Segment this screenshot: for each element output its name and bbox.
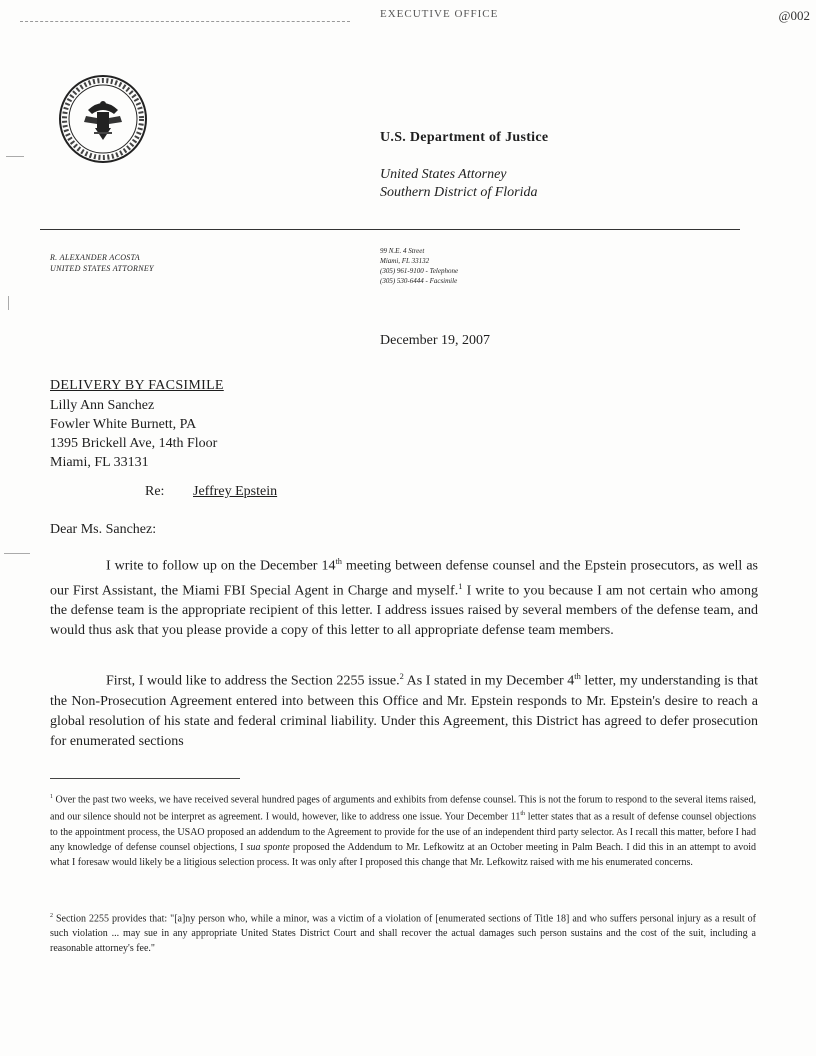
scan-artifact (8, 296, 9, 310)
fax-header (20, 8, 810, 28)
footnote-rule (50, 778, 240, 779)
salutation: Dear Ms. Sanchez: (50, 522, 157, 537)
footnote-2: $^2$ Section 2255 provides that: "[a]ny person who, while a minor, was a victim of a violation of [enumerated sections of Title 18] and who suffers personal injury as a result of such violation ... may sue in any appropriate United States District Court and shall recover the actual damages such person sustains and the cost of the suit, including a reasonable attorney's fee." (50, 913, 756, 955)
letter-date: December 19, 2007 (380, 333, 491, 348)
footnote-1: $^1$ Over the past two weeks, we have received several hundred pages of arguments and exhibits from defense counsel. This is not the forum to respond to the several items raised, and our silence should not be interpret as agreement. I would, however, like to address one issue. Your December 11th letter states that as a result of defense counsel objections to the appointment process, the USAO proposed an addendum to the Agreement to provide for the use of an independent third party selector. As I recall this matter, before I had any knowledge of defense counsel objections, I sua sponte proposed the Addendum to Mr. Lefkowitz at an October meeting in Palm Beach. I did this in an attempt to avoid what I foresaw would likely be a litigious selection process. It was only after I proposed this change that Mr. Lefkowitz raised with me his enumerated concerns. (50, 794, 757, 868)
agency-name: U.S. Department of Justice (380, 130, 549, 145)
body-paragraph-2: First, I would like to address the Section 2255 issue.$^2$ As I stated in my December 4th letter, my understanding is that the Non-Prosecution Agreement entered into between this Office and Mr. Epstein responds to Mr. Epstein's desire to reach a global resolution of his state and federal criminal liability. Under this Agreement, this District has agreed to defer prosecution for enumerated sections (50, 672, 758, 749)
address-line: (305) 530-6444 - Facsimile (380, 277, 458, 285)
fax-page-number: @002 (778, 8, 810, 23)
delivery-method: DELIVERY BY FACSIMILE (50, 378, 224, 393)
body-paragraph-1: I write to follow up on the December 14th meeting between defense counsel and the Epstein prosecutors, as well as our First Assistant, the Miami FBI Special Agent in Charge and myself.$^1$ I write to you because I am not certain who among the defense team is the appropriate recipient of this letter. I address issues raised by several members of the defense team, and would thus ask that you please provide a copy of this letter to all appropriate defense team members. (50, 557, 759, 639)
recipient-line: Lilly Ann Sanchez (50, 398, 155, 413)
footnote-ref-1: 1 (458, 581, 463, 591)
recipient-line: 1395 Brickell Ave, 14th Floor (50, 436, 218, 451)
letterhead-rule (40, 229, 740, 230)
fax-header-office: EXECUTIVE OFFICE (380, 8, 499, 20)
re-label: Re: (145, 484, 165, 499)
recipient-line: Miami, FL 33131 (50, 455, 149, 470)
doj-seal-icon (58, 74, 148, 164)
attorney-title: UNITED STATES ATTORNEY (50, 264, 154, 273)
fax-header-rule (20, 21, 350, 22)
footnote-ref-2: 2 (399, 672, 404, 681)
re-subject: Jeffrey Epstein (193, 484, 278, 499)
address-line: (305) 961-9100 - Telephone (380, 267, 459, 275)
scan-artifact (4, 553, 30, 554)
address-line: Miami, FL 33132 (380, 257, 430, 265)
address-line: 99 N.E. 4 Street (380, 247, 425, 255)
office-address (380, 246, 458, 286)
district-name: Southern District of Florida (380, 185, 538, 200)
office-name: United States Attorney (380, 167, 507, 182)
recipient-address (50, 396, 217, 472)
attorney-name: R. ALEXANDER ACOSTA (50, 253, 140, 262)
scan-artifact (6, 156, 24, 157)
recipient-line: Fowler White Burnett, PA (50, 417, 197, 432)
